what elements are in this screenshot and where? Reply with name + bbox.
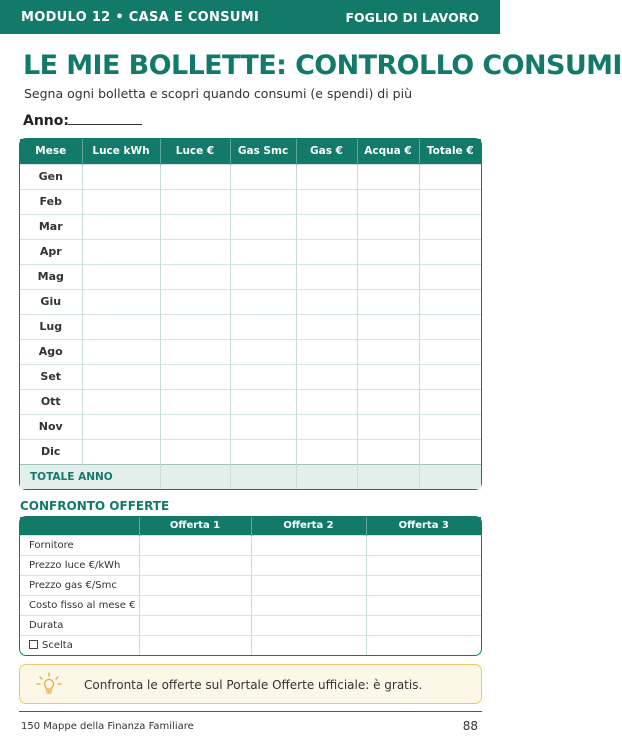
header-bar	[0, 0, 500, 34]
year-input-line[interactable]	[68, 124, 142, 125]
entry-cell[interactable]	[160, 389, 230, 414]
month-label: Nov	[20, 414, 82, 439]
page-title: LE MIE BOLLETTE: CONTROLLO CONSUMI	[23, 50, 622, 81]
choice-checkbox[interactable]	[29, 640, 38, 649]
entry-cell[interactable]	[357, 164, 419, 189]
entry-cell[interactable]	[296, 214, 357, 239]
entry-cell[interactable]	[357, 314, 419, 339]
entry-cell[interactable]	[419, 289, 481, 314]
entry-cell[interactable]	[296, 314, 357, 339]
entry-cell[interactable]	[366, 535, 481, 555]
column-header: Gas Smc	[230, 139, 296, 164]
entry-cell[interactable]	[357, 189, 419, 214]
choice-label-cell	[20, 635, 139, 655]
entry-cell[interactable]	[419, 364, 481, 389]
table-row	[20, 635, 481, 655]
entry-cell[interactable]	[160, 314, 230, 339]
entry-cell[interactable]	[296, 414, 357, 439]
table-row	[20, 414, 481, 439]
row-label: Costo fisso al mese €	[20, 595, 139, 615]
offers-table	[19, 516, 482, 656]
entry-cell[interactable]	[82, 439, 160, 464]
table-row	[20, 289, 481, 314]
entry-cell[interactable]	[160, 439, 230, 464]
table-row	[20, 364, 481, 389]
entry-cell[interactable]	[82, 289, 160, 314]
page-number: 88	[462, 719, 478, 733]
entry-cell[interactable]	[251, 615, 366, 635]
entry-cell[interactable]	[251, 635, 366, 655]
month-label: Dic	[20, 439, 82, 464]
table-row	[20, 439, 481, 464]
entry-cell[interactable]	[160, 414, 230, 439]
entry-cell[interactable]	[251, 575, 366, 595]
entry-cell[interactable]	[82, 164, 160, 189]
table-row	[20, 615, 481, 635]
entry-cell[interactable]	[82, 414, 160, 439]
entry-cell[interactable]	[230, 439, 296, 464]
entry-cell[interactable]	[160, 189, 230, 214]
entry-cell[interactable]	[139, 555, 251, 575]
entry-cell[interactable]	[230, 289, 296, 314]
entry-cell[interactable]	[230, 264, 296, 289]
table-row	[20, 314, 481, 339]
month-label: Ago	[20, 339, 82, 364]
entry-cell[interactable]	[366, 575, 481, 595]
entry-cell[interactable]	[419, 439, 481, 464]
entry-cell[interactable]	[357, 289, 419, 314]
entry-cell[interactable]	[357, 214, 419, 239]
entry-cell[interactable]	[82, 189, 160, 214]
entry-cell[interactable]	[366, 555, 481, 575]
entry-cell[interactable]	[296, 264, 357, 289]
offers-section-title: CONFRONTO OFFERTE	[20, 499, 170, 513]
row-label: Scelta	[42, 639, 73, 651]
month-label: Gen	[20, 164, 82, 189]
entry-cell[interactable]	[160, 364, 230, 389]
total-cell[interactable]	[160, 464, 230, 489]
entry-cell[interactable]	[230, 364, 296, 389]
entry-cell[interactable]	[230, 239, 296, 264]
page-subtitle: Segna ogni bolletta e scopri quando consumi (e spendi) di più	[24, 86, 413, 101]
entry-cell[interactable]	[296, 289, 357, 314]
entry-cell[interactable]	[419, 339, 481, 364]
month-label: Lug	[20, 314, 82, 339]
entry-cell[interactable]	[419, 414, 481, 439]
entry-cell[interactable]	[230, 414, 296, 439]
row-label: Prezzo luce €/kWh	[20, 555, 139, 575]
entry-cell[interactable]	[366, 595, 481, 615]
entry-cell[interactable]	[139, 595, 251, 615]
row-label: Fornitore	[20, 535, 139, 555]
entry-cell[interactable]	[251, 555, 366, 575]
entry-cell[interactable]	[82, 364, 160, 389]
entry-cell[interactable]	[139, 575, 251, 595]
month-label: Mag	[20, 264, 82, 289]
consumption-table-header	[20, 139, 481, 164]
table-row	[20, 189, 481, 214]
table-row	[20, 264, 481, 289]
entry-cell[interactable]	[160, 289, 230, 314]
month-label: Mar	[20, 214, 82, 239]
entry-cell[interactable]	[419, 214, 481, 239]
entry-cell[interactable]	[357, 389, 419, 414]
total-cell[interactable]	[230, 464, 296, 489]
entry-cell[interactable]	[357, 339, 419, 364]
lightbulb-icon	[34, 670, 64, 700]
table-row	[20, 595, 481, 615]
footer-divider	[19, 711, 482, 712]
entry-cell[interactable]	[82, 339, 160, 364]
entry-cell[interactable]	[357, 364, 419, 389]
entry-cell[interactable]	[296, 439, 357, 464]
column-header: Acqua €	[357, 139, 419, 164]
sheet-type-label: FOGLIO DI LAVORO	[345, 10, 479, 25]
entry-cell[interactable]	[357, 239, 419, 264]
tip-text: Confronta le offerte sul Portale Offerte ufficiale: è gratis.	[84, 678, 423, 692]
entry-cell[interactable]	[366, 635, 481, 655]
consumption-table	[19, 138, 482, 490]
entry-cell[interactable]	[82, 264, 160, 289]
month-label: Set	[20, 364, 82, 389]
entry-cell[interactable]	[230, 339, 296, 364]
entry-cell[interactable]	[296, 239, 357, 264]
column-header: Luce €	[160, 139, 230, 164]
entry-cell[interactable]	[296, 389, 357, 414]
entry-cell[interactable]	[82, 314, 160, 339]
entry-cell[interactable]	[251, 595, 366, 615]
column-header	[20, 517, 139, 535]
entry-cell[interactable]	[296, 189, 357, 214]
entry-cell[interactable]	[160, 239, 230, 264]
entry-cell[interactable]	[160, 214, 230, 239]
entry-cell[interactable]	[160, 264, 230, 289]
table-row	[20, 164, 481, 189]
entry-cell[interactable]	[357, 414, 419, 439]
table-row	[20, 389, 481, 414]
footer-book-title: 150 Mappe della Finanza Familiare	[21, 721, 194, 732]
entry-cell[interactable]	[296, 339, 357, 364]
entry-cell[interactable]	[139, 615, 251, 635]
row-label: Durata	[20, 615, 139, 635]
total-label: TOTALE ANNO	[20, 464, 160, 489]
column-header: Offerta 1	[139, 517, 251, 535]
entry-cell[interactable]	[230, 389, 296, 414]
total-cell[interactable]	[296, 464, 357, 489]
table-row	[20, 575, 481, 595]
entry-cell[interactable]	[82, 239, 160, 264]
entry-cell[interactable]	[230, 164, 296, 189]
month-label: Feb	[20, 189, 82, 214]
table-row	[20, 214, 481, 239]
column-header: Mese	[20, 139, 82, 164]
month-label: Apr	[20, 239, 82, 264]
total-row	[20, 464, 481, 489]
column-header: Luce kWh	[82, 139, 160, 164]
row-label: Prezzo gas €/Smc	[20, 575, 139, 595]
entry-cell[interactable]	[230, 314, 296, 339]
column-header: Totale €	[419, 139, 481, 164]
entry-cell[interactable]	[160, 164, 230, 189]
entry-cell[interactable]	[230, 189, 296, 214]
total-cell[interactable]	[357, 464, 419, 489]
year-label: Anno:	[23, 113, 69, 129]
table-row	[20, 555, 481, 575]
entry-cell[interactable]	[419, 239, 481, 264]
entry-cell[interactable]	[419, 164, 481, 189]
entry-cell[interactable]	[296, 164, 357, 189]
entry-cell[interactable]	[419, 189, 481, 214]
entry-cell[interactable]	[419, 314, 481, 339]
entry-cell[interactable]	[251, 535, 366, 555]
entry-cell[interactable]	[366, 615, 481, 635]
entry-cell[interactable]	[139, 635, 251, 655]
total-cell[interactable]	[419, 464, 481, 489]
month-label: Ott	[20, 389, 82, 414]
entry-cell[interactable]	[82, 389, 160, 414]
table-row	[20, 239, 481, 264]
entry-cell[interactable]	[296, 364, 357, 389]
offers-table-header	[20, 517, 481, 535]
table-row	[20, 535, 481, 555]
entry-cell[interactable]	[419, 264, 481, 289]
entry-cell[interactable]	[357, 264, 419, 289]
entry-cell[interactable]	[230, 214, 296, 239]
entry-cell[interactable]	[82, 214, 160, 239]
entry-cell[interactable]	[357, 439, 419, 464]
entry-cell[interactable]	[139, 535, 251, 555]
entry-cell[interactable]	[160, 339, 230, 364]
column-header: Offerta 2	[251, 517, 366, 535]
month-label: Giu	[20, 289, 82, 314]
module-label: MODULO 12 • CASA E CONSUMI	[21, 10, 260, 25]
table-row	[20, 339, 481, 364]
tip-box	[19, 664, 482, 704]
entry-cell[interactable]	[419, 389, 481, 414]
column-header: Offerta 3	[366, 517, 481, 535]
column-header: Gas €	[296, 139, 357, 164]
